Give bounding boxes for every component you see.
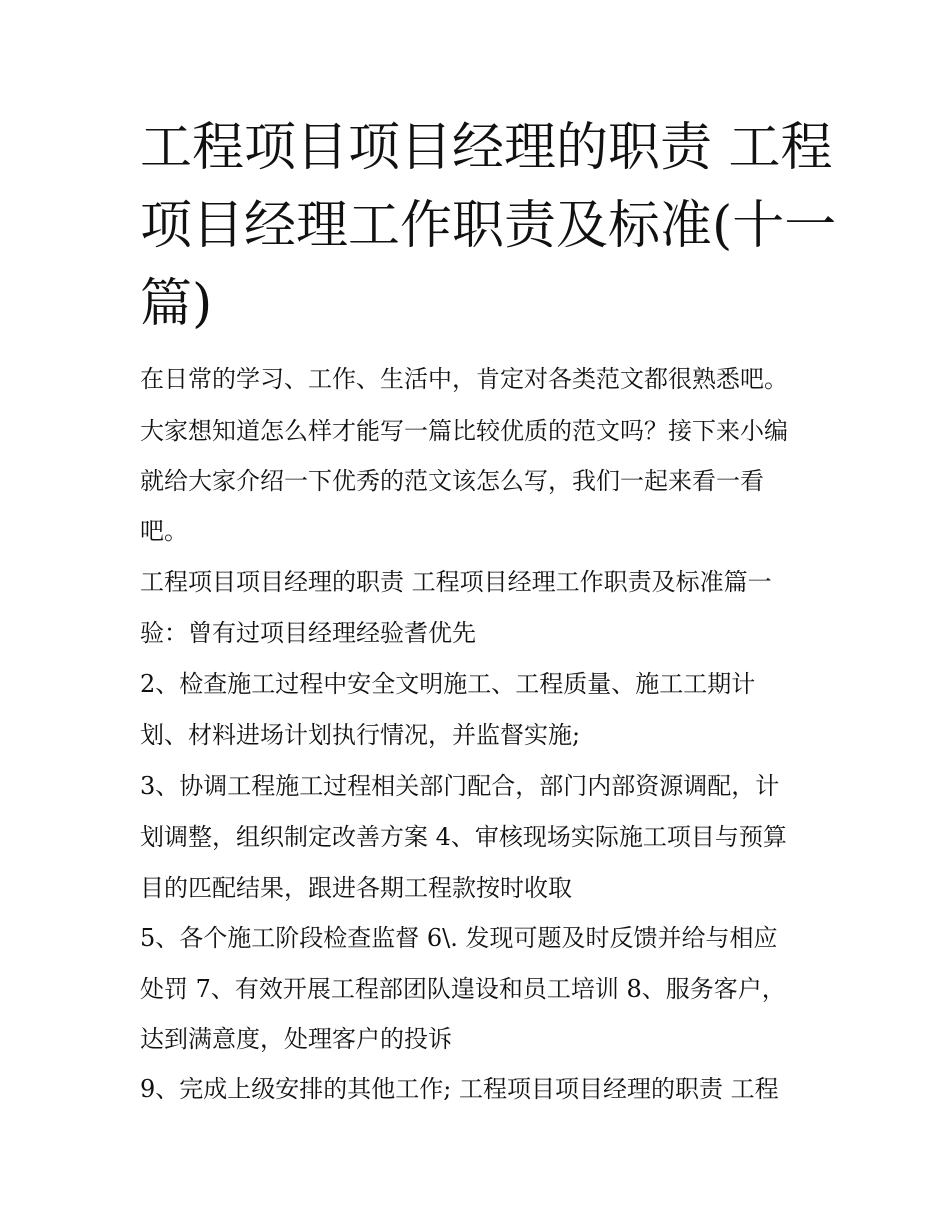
- title-line-3: 篇): [140, 274, 213, 334]
- paragraph-line-4: 吧。: [140, 517, 188, 545]
- paragraph-line-12: 5、各个施工阶段检查监督 6\. 发现可题及时反馈并给与相应: [140, 924, 778, 952]
- paragraph-line-15: 9、完成上级安排的其他工作; 工程项目项目经理的职责 工程: [140, 1075, 779, 1103]
- title-line-1: 工程项目项目经理的职责 工程: [140, 118, 833, 178]
- paragraph-line-6: 验：曾有过项目经理经验耆优先: [140, 619, 476, 647]
- paragraph-line-10: 划调整，组织制定改善方案 4、审核现场实际施工项目与预算: [140, 823, 787, 851]
- paragraph-line-14: 达到满意度，处理客户的投诉: [140, 1025, 452, 1053]
- paragraph-line-2: 大家想知道怎么样才能写一篇比较优质的范文吗？接下来小编: [140, 417, 788, 445]
- paragraph-line-1: 在日常的学习、工作、生活中，肯定对各类范文都很熟悉吧。: [140, 365, 788, 393]
- paragraph-line-9: 3、协调工程施工过程相关部门配合，部门内部资源调配，计: [140, 772, 780, 800]
- paragraph-line-11: 目的匹配结果，跟进各期工程款按时收取: [140, 874, 572, 902]
- paragraph-line-5: 工程项目项目经理的职责 工程项目经理工作职责及标准篇一: [140, 568, 772, 596]
- paragraph-line-13: 处罚 7、有效开展工程部团队遑设和员工培训 8、服务客户，: [140, 975, 786, 1003]
- paragraph-line-3: 就给大家介绍一下优秀的范文该怎么写，我们一起来看一看: [140, 467, 764, 495]
- title-line-2: 项目经理工作职责及标准(十一: [140, 196, 837, 256]
- paragraph-line-7: 2、检查施工过程中安全文明施工、工程质量、施工工期计: [140, 670, 756, 698]
- paragraph-line-8: 划、材料进场计划执行情况，并监督实施;: [140, 721, 581, 749]
